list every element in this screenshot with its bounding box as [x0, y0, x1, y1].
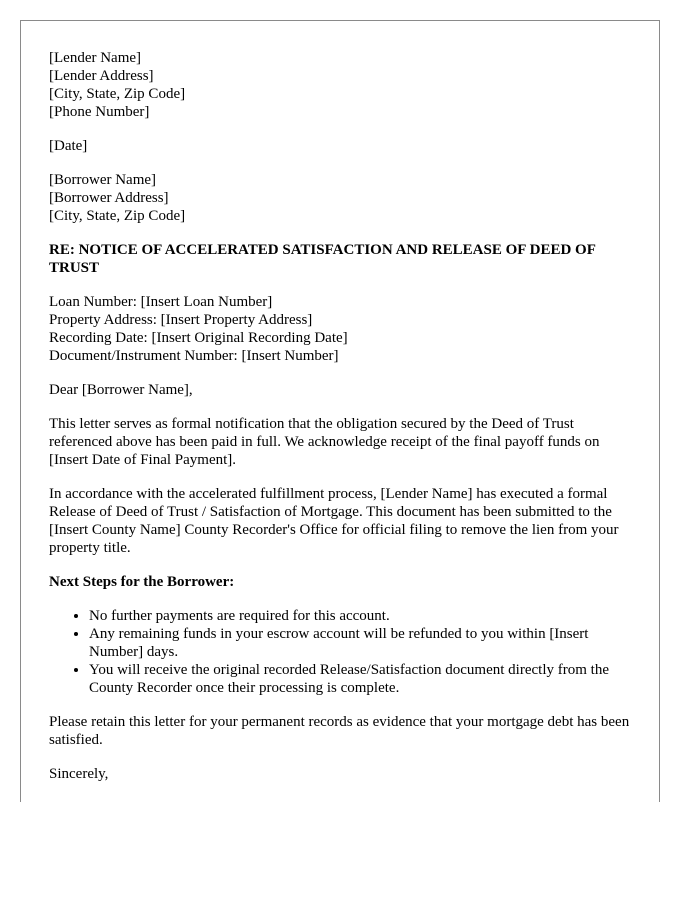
- next-steps-list: [49, 607, 635, 697]
- list-item: • No further payments are required for this account.: [89, 607, 635, 625]
- closing-paragraph: Please retain this letter for your permanent records as evidence that your mortgage debt has been satisfied.: [49, 714, 630, 748]
- lender-name: [Lender Name]: [49, 50, 142, 66]
- body-paragraph-release: In accordance with the accelerated fulfillment process, [Lender Name] has executed a formal Release of Deed of Trust / Satisfaction of Mortgage. This document has been submitted to the [Insert County Name] County Recorder's Office for official filing to remove the lien from your property title.: [49, 486, 619, 556]
- borrower-name: [Borrower Name]: [49, 172, 157, 188]
- lender-phone: [Phone Number]: [49, 104, 150, 120]
- property-address: Property Address: [Insert Property Address]: [49, 312, 313, 328]
- recording-date: Recording Date: [Insert Original Recording Date]: [49, 330, 348, 346]
- reference-block: [49, 293, 635, 365]
- letter-content: [49, 49, 635, 799]
- borrower-address: [Borrower Address]: [49, 190, 169, 206]
- letter-date: [Date]: [49, 138, 88, 154]
- list-item: • You will receive the original recorded Release/Satisfaction document directly from the County Recorder once their processing is complete.: [89, 661, 635, 697]
- lender-address-block: [49, 49, 635, 121]
- next-steps-heading: Next Steps for the Borrower:: [49, 574, 235, 590]
- body-paragraph-payoff: This letter serves as formal notification that the obligation secured by the Deed of Trust referenced above has been paid in full. We acknowledge receipt of the final payoff funds on [Insert Date of Final Payment].: [49, 416, 600, 468]
- loan-number: Loan Number: [Insert Loan Number]: [49, 294, 273, 310]
- lender-city-state-zip: [City, State, Zip Code]: [49, 86, 186, 102]
- instrument-number: Document/Instrument Number: [Insert Number]: [49, 348, 339, 364]
- letter-page: [20, 20, 660, 802]
- lender-address: [Lender Address]: [49, 68, 154, 84]
- salutation: Dear [Borrower Name],: [49, 382, 193, 398]
- list-item: • Any remaining funds in your escrow account will be refunded to you within [Insert Number] days.: [89, 625, 635, 661]
- borrower-address-block: [49, 171, 635, 225]
- borrower-city-state-zip: [City, State, Zip Code]: [49, 208, 186, 224]
- date-block: [49, 137, 635, 155]
- subject-line: RE: NOTICE OF ACCELERATED SATISFACTION AND RELEASE OF DEED OF TRUST: [49, 242, 596, 276]
- closing-signoff: Sincerely,: [49, 766, 109, 782]
